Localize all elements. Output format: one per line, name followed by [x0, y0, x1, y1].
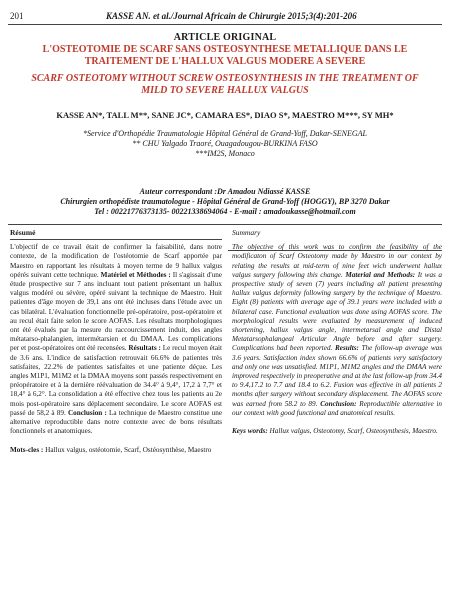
summary-methods-label: Material and Methods: — [345, 270, 416, 279]
journal-citation: KASSE AN. et al./Journal Africain de Chirurgie 2015;3(4):201-206 — [106, 11, 357, 21]
resume-column — [10, 228, 222, 456]
summary-keywords-label: Keys words: — [232, 427, 268, 436]
summary-objective: The objective of this work was to confirm the feasibility of the modificaton of Scarf Osteotomy made by Maestro in our context by relating the results at mid-term of nine feet wich underwent hallux valgus surgery following this change. — [232, 243, 442, 279]
summary-results-label: Results: — [334, 344, 359, 353]
resume-heading: Résumé — [10, 228, 36, 237]
correspondence — [0, 187, 450, 217]
title-english: SCARF OSTEOTOMY WITHOUT SCREW OSTEOSYNTHESIS IN THE TREATMENT OF MILD TO SEVERE HALLUX VALGUS — [31, 73, 419, 96]
author-list: KASSE AN*, TALL M**, SANE JC*, CAMARA ES*, DIAO S*, MAESTRO M***, SY MH* — [56, 110, 394, 120]
resume-methods: Il s'agissait d'une étude prospective sur 7 ans incluant tout patient présentant un hallux valgus modéré ou sévère, opéré suivant la technique de Maestro. Huit patientes d'âge moyen de 39,1 ans ont été incluses dans l'étude avec un cas bilatéral. L'évaluation fonctionnelle pré-opératoire, post-opératoire et au recul était faite selon le score AOFAS. Les résultats morphologiques ont été évalués par la mesure du raccourcissement induit, des angles métatarso-phalangien, intermétarsien et du DMAA. Les complications per et post-opératoires ont été recensées. — [10, 270, 222, 353]
affiliations — [0, 129, 450, 159]
affiliation-line: ***IM2S, Monaco — [195, 149, 255, 158]
running-header — [0, 10, 450, 24]
title-french: L'OSTEOTOMIE DE SCARF SANS OSTEOSYNTHESE METALLIQUE DANS LE TRAITEMENT DE L'HALLUX VALGUS MODERE A SEVERE — [42, 44, 408, 67]
resume-keywords-text: Hallux valgus, ostéotomie, Scarf, Ostéosynthèse, Maestro — [43, 446, 212, 455]
resume-keywords-label: Mots-cles : — [10, 446, 44, 455]
summary-body — [232, 243, 442, 418]
summary-heading: Summary — [232, 228, 261, 237]
resume-keywords — [10, 446, 222, 455]
summary-conclusion: Reproductible alternative in our context with good functional and anatomical results. — [232, 399, 443, 417]
summary-methods: It was a prospective study of seven (7) years including all patient presenting hallux valgus deformity following surgery by the technique of Maestro. Eight (8) patients with average age of 39.1 years were included with a bilateral case. Functional evaluation was done using AOFAS score. The morphological results were evaluated by measurement of induced shortening, hallux valgus angle, intermetarsal angle and Distal Metatarsophalangeal Articular Angle before and after surgery. Complications had been reported. — [232, 270, 442, 353]
resume-conclusion-label: Conclusion : — [67, 408, 107, 417]
contact-line: Tel : 00221776373135- 00221338694064 - E-mail : amadoukasse@hotmail.com — [94, 207, 356, 216]
article-type: ARTICLE ORIGINAL — [173, 32, 277, 43]
header-divider — [8, 24, 442, 25]
summary-results: The follow-up average was 3.6 years. Satisfaction index shown 66.6% of patients very satisfactory and only one was unsatisfied. M1P1, M1M2 angles and the DMAA were improved respectively in preoperative and at the last follow-up from 34.4 to 9.4,17.2 to 7.7 and 18.4 to 6.2. Fusion was effective in all patients 2 months after surgery without secondary displacement. The AOFAS score was earned from 58.2 to 89. — [232, 344, 443, 408]
summary-keywords — [232, 427, 442, 436]
page-number: 201 — [10, 11, 24, 21]
summary-keywords-text: Hallux valgus, Osteotomy, Scarf, Osteosynthesis, Maestro. — [267, 427, 438, 436]
affiliation-line: *Service d'Orthopédie Traumatologie Hôpital Général de Grand-Yoff, Dakar-SENEGAL — [83, 129, 367, 138]
corresponding-author: Auteur correspondant :Dr Amadou Ndiassé KASSE — [139, 187, 311, 196]
resume-body — [10, 243, 222, 436]
affiliation-line: ** CHU Yalgado Traoré, Ouagadougou-BURKINA FASO — [132, 139, 318, 148]
section-divider — [8, 224, 442, 225]
resume-objective: L'objectif de ce travail était de confirmer la faisabilité, dans notre contexte, de la modification de l'ostéotomie de Scarf apportée par Maestro en rapportant les résultats à moyen terme de 9 hallux valgus opérés suivant cette technique. — [10, 243, 222, 279]
resume-results: Le recul moyen était de 3.6 ans. L'indice de satisfaction retrouvait 66.6% de patientes très satisfaites, 22.2% de patientes satisfaites et une patiente déçue. Les angles M1P1, M1M2 et la DMAA moyens sont passés respectivement en préopératoire et à la dernière réévaluation de 34.4° à 9,4°, 17,2 à 7,7° et 18,4° à 6,2°. La consolidation a été effective chez tous les patients au 2e mois post-opératoire sans déplacement secondaire. Le score AOFAS est passé de 58,2 à 89. — [10, 344, 222, 417]
summary-conclusion-label: Conclusion: — [320, 399, 357, 408]
summary-column — [232, 228, 442, 436]
resume-divider — [10, 239, 222, 240]
author-position: Chirurgien orthopédiste traumatologue - Hôpital Général de Grand-Yoff (HOGGY), BP 3270 Dakar — [60, 197, 390, 206]
resume-conclusion: La technique de Maestro constitue une alternative reproductible dans notre contexte avec de bons résultats fonctionnels et anatomiques. — [10, 408, 223, 436]
resume-results-label: Résultats : — [128, 344, 161, 353]
resume-methods-label: Matériel et Méthodes : — [100, 270, 171, 279]
